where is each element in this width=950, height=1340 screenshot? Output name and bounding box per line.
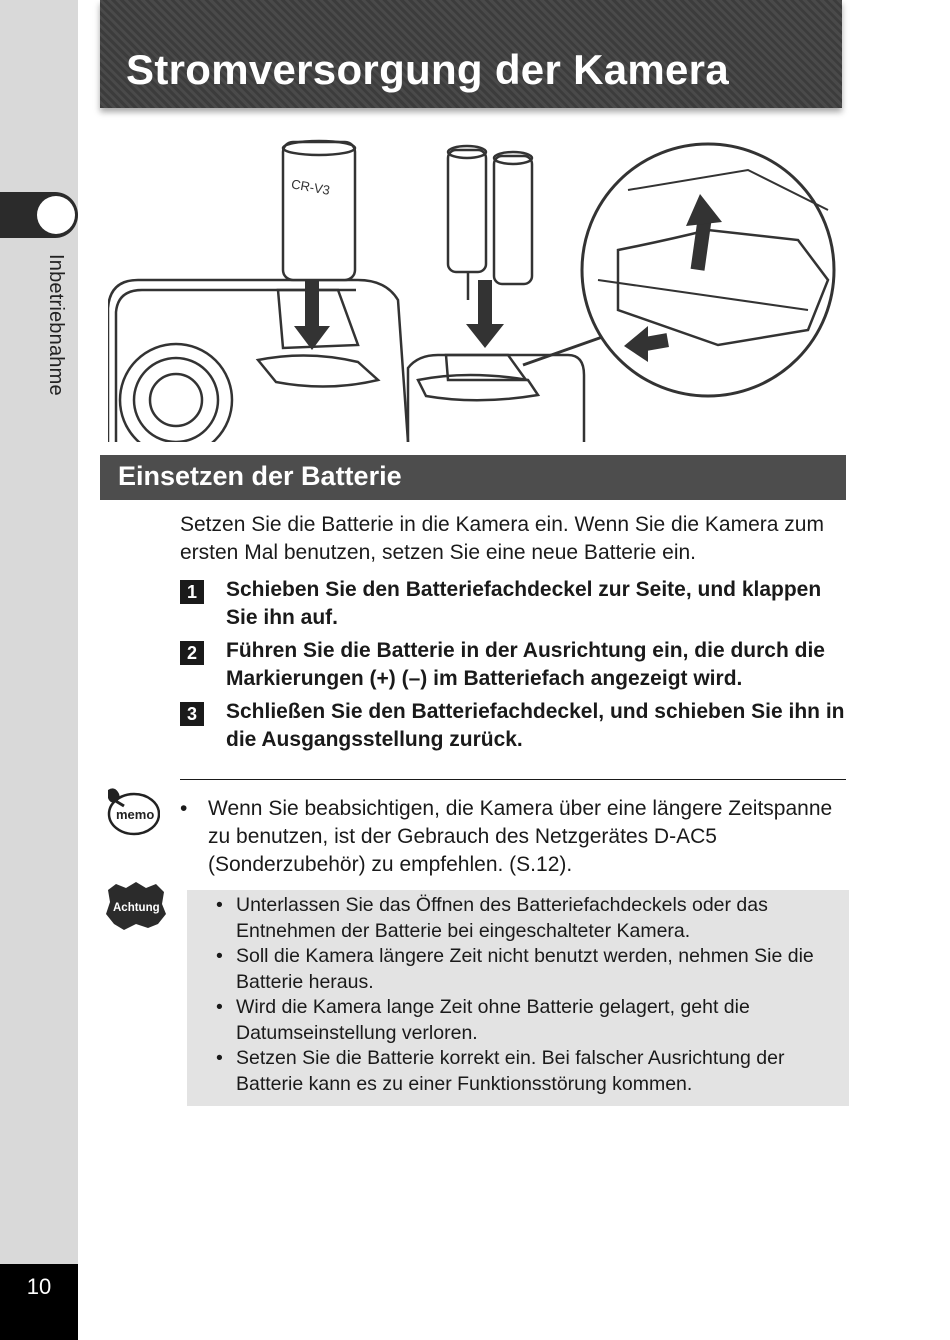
intro-text: Setzen Sie die Batterie in die Kamera ein. Wenn Sie die Kamera zum ersten Mal benutzen, setzen Sie eine neue Batterie ein. bbox=[180, 513, 824, 564]
memo-item bbox=[180, 795, 840, 879]
divider bbox=[180, 779, 846, 780]
caution-item-text: Setzen Sie die Batterie korrekt ein. Bei falscher Ausrichtung der Batterie kann es zu einer Funktionsstörung kommen. bbox=[236, 1047, 785, 1095]
battery-label: CR-V3 bbox=[290, 176, 332, 198]
bullet: • bbox=[216, 945, 223, 967]
bullet: • bbox=[216, 894, 223, 916]
step-text: Führen Sie die Batterie in der Ausrichtung ein, die durch die Markierungen (+) (–) im Batteriefach angezeigt wird. bbox=[226, 639, 825, 690]
caution-item-text: Unterlassen Sie das Öffnen des Batteriefachdeckels oder das Entnehmen der Batterie bei eingeschalteter Kamera. bbox=[236, 894, 768, 942]
section-title: Einsetzen der Batterie bbox=[118, 461, 402, 491]
bullet: • bbox=[216, 996, 223, 1018]
memo-item-text: Wenn Sie beabsichtigen, die Kamera über eine längere Zeitspanne zu benutzen, ist der Gebrauch des Netzgerätes D-AC5 (Sonderzubehör) zu empfehlen. (S.12). bbox=[208, 797, 833, 876]
caution-item-text: Wird die Kamera lange Zeit ohne Batterie gelagert, geht die Datumseinstellung verloren. bbox=[236, 996, 750, 1044]
caution-item bbox=[216, 995, 836, 1046]
step-number: 2 bbox=[180, 641, 204, 665]
memo-icon-label: memo bbox=[116, 807, 155, 822]
caution-item-text: Soll die Kamera längere Zeit nicht benutzt werden, nehmen Sie die Batterie heraus. bbox=[236, 945, 814, 993]
step-text: Schließen Sie den Batteriefachdeckel, und schieben Sie ihn in die Ausgangsstellung zurück. bbox=[226, 700, 845, 751]
step-number: 3 bbox=[180, 702, 204, 726]
bullet: • bbox=[216, 1047, 223, 1069]
chapter-tab-marker bbox=[37, 196, 75, 234]
caution-item bbox=[216, 893, 836, 944]
memo-list bbox=[180, 795, 840, 879]
chapter-label: Inbetriebnahme bbox=[45, 254, 67, 396]
caution-item bbox=[216, 944, 836, 995]
step-text: Schieben Sie den Batteriefachdeckel zur Seite, und klappen Sie ihn auf. bbox=[226, 578, 822, 629]
page-title: Stromversorgung der Kamera bbox=[126, 46, 729, 93]
memo-icon bbox=[104, 784, 160, 836]
step-number: 1 bbox=[180, 580, 204, 604]
battery-insertion-illustration bbox=[108, 130, 843, 442]
caution-icon-label: Achtung bbox=[113, 902, 160, 914]
page-number: 10 bbox=[26, 1274, 52, 1299]
caution-item bbox=[216, 1046, 836, 1097]
caution-icon bbox=[104, 880, 168, 932]
caution-list bbox=[216, 893, 836, 1097]
bullet: • bbox=[180, 797, 188, 820]
